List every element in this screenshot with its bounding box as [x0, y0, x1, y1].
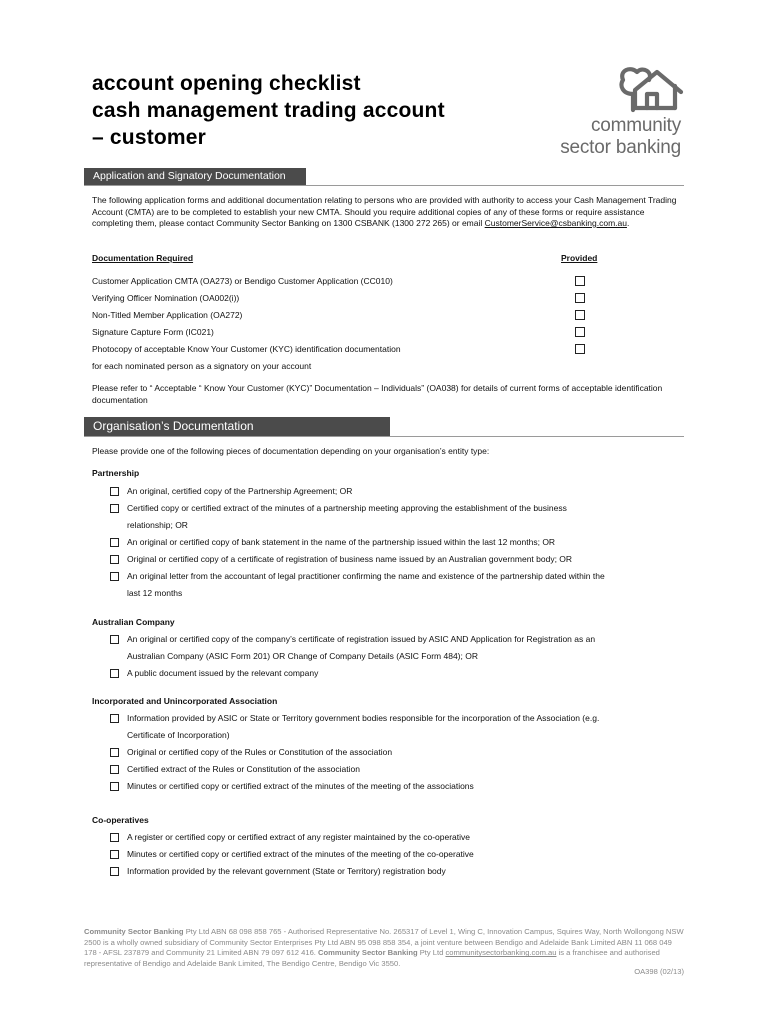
partnership-item-2-continued: relationship; OR	[127, 520, 188, 530]
company-item-1: An original or certified copy of the company’s certificate of registration issued by ASIC AND Application for Registration as an	[127, 634, 596, 644]
form-code: OA398 (02/13)	[634, 967, 684, 976]
provided-checkbox-5[interactable]	[575, 344, 585, 354]
provided-checkbox-1[interactable]	[575, 276, 585, 286]
coop-item-2: Minutes or certified copy or certified extract of the minutes of the meeting of the co-operative	[127, 849, 474, 859]
document-title	[92, 70, 512, 151]
association-item-2: Original or certified copy of the Rules or Constitution of the association	[127, 747, 393, 757]
association-item-3: Certified extract of the Rules or Constitution of the association	[127, 764, 360, 774]
house-tree-logo-icon	[553, 64, 693, 116]
footer-website-link[interactable]: communitysectorbanking.com.au	[445, 948, 557, 958]
organisation-intro: Please provide one of the following pieces of documentation depending on your organisation’s entity type:	[92, 446, 490, 456]
footer-text-3: is a franchisee and authorised representative of Bendigo and Adelaide Bank Limited, The Bendigo Centre, Bendigo Vic 3550.	[84, 948, 660, 968]
application-intro	[92, 195, 682, 230]
coop-checkbox-3[interactable]	[110, 867, 119, 876]
doc-item-2: Verifying Officer Nomination (OA002(i))	[92, 293, 240, 303]
intro-text: The following application forms and additional documentation relating to persons who are provided with authority to access your Cash Management Trading Account (CMTA) are to be completed to establish your new CMTA. Should you require additional copies of any of these forms or require assistance completing them, please contact Community Sector Banking on 1300 CSBANK (1300 272 265) or email	[92, 195, 677, 228]
customer-service-email-link[interactable]: CustomerService@csbanking.com.au	[484, 218, 627, 228]
company-checkbox-1[interactable]	[110, 635, 119, 644]
partnership-heading: Partnership	[92, 468, 140, 478]
footer-brand-1: Community Sector Banking	[84, 927, 184, 936]
partnership-checkbox-1[interactable]	[110, 487, 119, 496]
provided-checkbox-2[interactable]	[575, 293, 585, 303]
partnership-checkbox-4[interactable]	[110, 555, 119, 564]
company-checkbox-2[interactable]	[110, 669, 119, 678]
logo-word-community: community	[590, 115, 681, 136]
doc-item-1: Customer Application CMTA (OA273) or Bendigo Customer Application (CC010)	[92, 276, 393, 286]
kyc-note: Please refer to “ Acceptable “ Know Your Customer (KYC)” Documentation – Individuals” (OA038) for details of current forms of acceptable identification documentation	[92, 383, 663, 405]
company-item-1-continued: Australian Company (ASIC Form 201) OR Change of Company Details (ASIC Form 484); OR	[127, 651, 478, 661]
association-item-4: Minutes or certified copy or certified extract of the minutes of the meeting of the associations	[127, 781, 474, 791]
partnership-item-1: An original, certified copy of the Partnership Agreement; OR	[127, 486, 353, 496]
doc-item-5: Photocopy of acceptable Know Your Customer (KYC) identification documentation	[92, 344, 401, 354]
doc-item-5-continued: for each nominated person as a signatory on your account	[92, 361, 312, 371]
provided-header: Provided	[561, 253, 598, 263]
association-checkbox-3[interactable]	[110, 765, 119, 774]
partnership-item-2: Certified copy or certified extract of the minutes of a partnership meeting approving the establishment of the business	[127, 503, 567, 513]
intro-end: .	[626, 218, 630, 228]
coop-checkbox-1[interactable]	[110, 833, 119, 842]
partnership-item-5: An original letter from the accountant of legal practitioner confirming the name and existence of the partnership dated within the	[127, 571, 605, 581]
association-heading: Incorporated and Unincorporated Association	[92, 696, 278, 706]
coop-item-1: A register or certified copy or certified extract of any register maintained by the co-operative	[127, 832, 470, 842]
association-checkbox-1[interactable]	[110, 714, 119, 723]
association-item-1-continued: Certificate of Incorporation)	[127, 730, 230, 740]
footer-text-1: Pty Ltd ABN 68 098 858 765 - Authorised Representative No. 265317 of Level 1, Wing C, Innovation Campus, Squires Way, North Wollongong NSW 2500 is a wholly owned subsidiary of Community Sector Enterprises Pty Ltd ABN 95 098 858 354, a joint venture between Bendigo and Adelaide Bank Limited ABN 11 068 049 178 - AFSL 237879 and Community 21 Limited ABN 79 097 612 416.	[84, 927, 684, 958]
partnership-item-5-continued: last 12 months	[127, 588, 183, 598]
title-line-2: cash management trading account	[92, 99, 445, 122]
partnership-item-3: An original or certified copy of bank statement in the name of the partnership issued within the last 12 months; OR	[127, 537, 556, 547]
logo-word-sector-banking: sector banking	[560, 137, 681, 158]
community-sector-banking-logo	[553, 64, 693, 168]
association-checkbox-4[interactable]	[110, 782, 119, 791]
legal-footer	[84, 927, 684, 969]
doc-item-3: Non-Titled Member Application (OA272)	[92, 310, 243, 320]
section-divider	[84, 436, 684, 437]
doc-item-4: Signature Capture Form (IC021)	[92, 327, 214, 337]
coop-heading: Co-operatives	[92, 815, 149, 825]
title-line-3: – customer	[92, 126, 207, 149]
partnership-checkbox-2[interactable]	[110, 504, 119, 513]
documentation-required-header: Documentation Required	[92, 253, 194, 263]
association-checkbox-2[interactable]	[110, 748, 119, 757]
title-line-1: account opening checklist	[92, 72, 361, 95]
footer-text-2: Pty Ltd	[417, 948, 446, 958]
provided-checkbox-3[interactable]	[575, 310, 585, 320]
coop-checkbox-2[interactable]	[110, 850, 119, 859]
partnership-checkbox-5[interactable]	[110, 572, 119, 581]
section-heading-organisation: Organisation’s Documentation	[84, 417, 390, 436]
partnership-checkbox-3[interactable]	[110, 538, 119, 547]
provided-checkbox-4[interactable]	[575, 327, 585, 337]
association-item-1: Information provided by ASIC or State or Territory government bodies responsible for the incorporation of the Association (e.g.	[127, 713, 600, 723]
section-divider	[84, 185, 684, 186]
company-heading: Australian Company	[92, 617, 175, 627]
section-heading-application: Application and Signatory Documentation	[84, 168, 306, 185]
footer-brand-2: Community Sector Banking	[318, 948, 418, 958]
partnership-item-4: Original or certified copy of a certificate of registration of business name issued by an Australian government body; OR	[127, 554, 573, 564]
coop-item-3: Information provided by the relevant government (State or Territory) registration body	[127, 866, 446, 876]
company-item-2: A public document issued by the relevant company	[127, 668, 319, 678]
